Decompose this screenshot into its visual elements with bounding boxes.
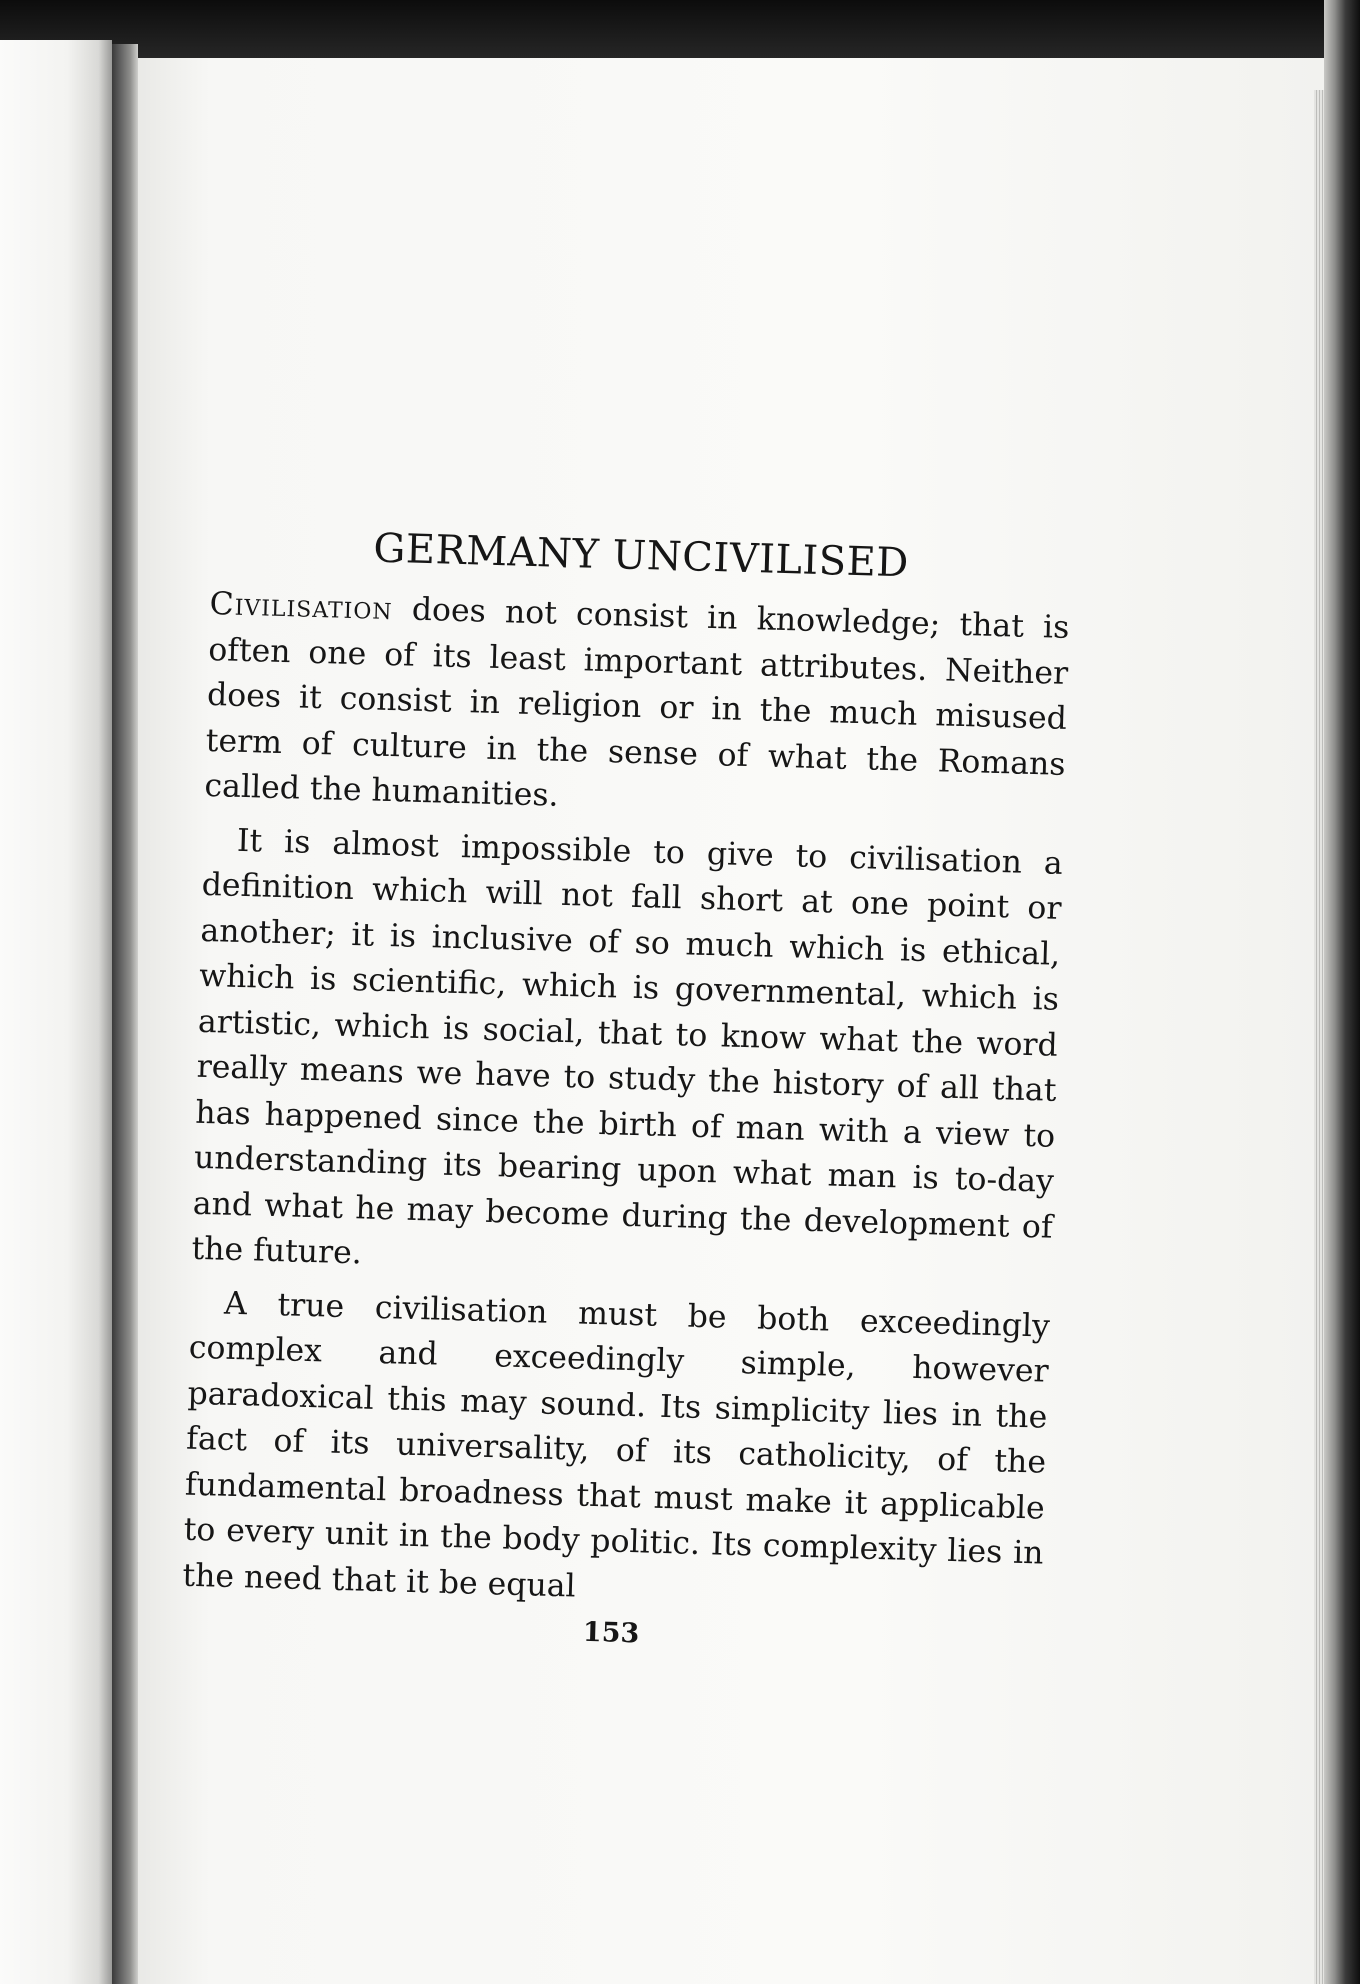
page-stack-edges bbox=[1314, 90, 1324, 1984]
book-gutter bbox=[112, 44, 138, 1984]
paragraph-text: does not consist in knowledge; that is often one of its least important attributes. Neither does it consist in religion or in the much misused term of culture in the sense of what the Romans called the humanities. bbox=[204, 591, 1070, 814]
paragraph-3: A true civilisation must be both exceedingly complex and exceedingly simple, however paradoxical this may sound. Its simplicity lies in the fact of its universality, of its catholicity, of the fundamental broadness that must make it applicable to every unit in the body politic. Its complexity lies in the need that it be equal bbox=[182, 1285, 1051, 1605]
paragraph-2: It is almost impossible to give to civilisation a definition which will not fall short at one point or another; it is inclusive of so much which is ethical, which is scientific, which is governmental, which is artistic, which is social, that to know what the word really means we have to study the history of all that has happened since the birth of man with a view to understanding its bearing upon what man is to-day and what he may become during the development of the future. bbox=[191, 822, 1064, 1272]
paragraph-lead-word: Civilisation bbox=[209, 585, 394, 628]
chapter-title: GERMANY UNCIVILISED bbox=[372, 525, 910, 587]
paragraph-1 bbox=[204, 582, 1070, 833]
facing-page-edge bbox=[0, 40, 112, 1984]
page-text-block bbox=[181, 520, 1072, 1660]
scan-right-border bbox=[1324, 0, 1360, 1984]
scan-top-border bbox=[0, 0, 1360, 58]
page-number: 153 bbox=[582, 1616, 640, 1650]
